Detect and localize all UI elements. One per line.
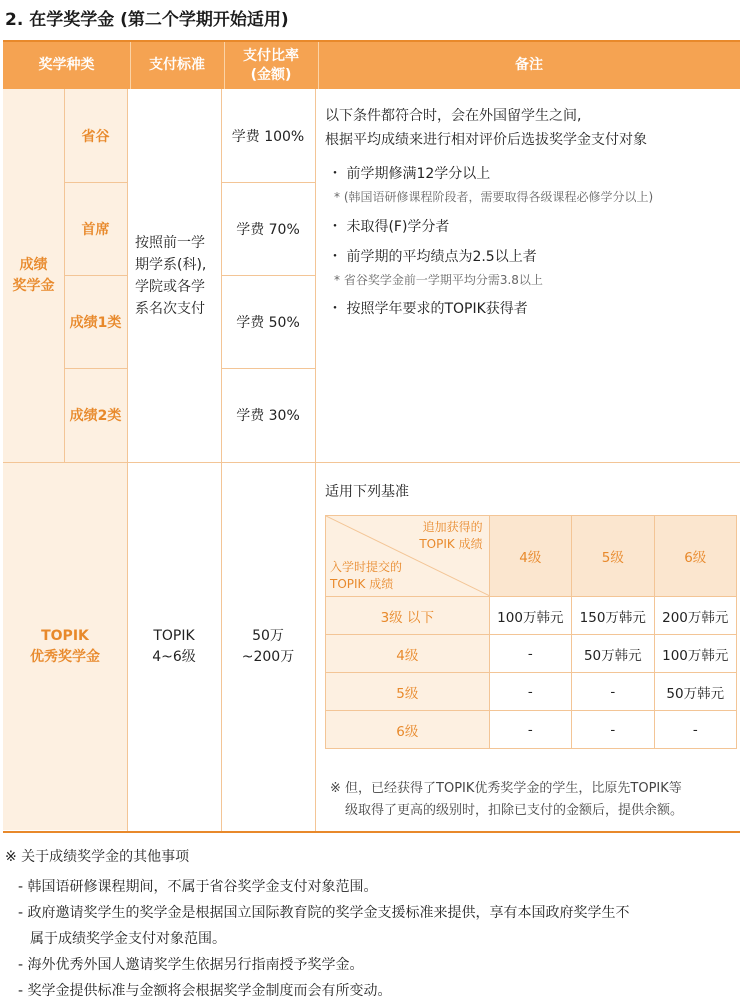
merit-remark-intro-line1: 以下条件都符合时，会在外国留学生之间, <box>325 108 582 124</box>
corner-top-line1: 追加获得的 <box>422 520 483 534</box>
table-bottom-border <box>3 831 740 833</box>
corner-bottom-line1: 入学时提交的 <box>330 560 403 574</box>
table-row <box>326 597 737 635</box>
list-item: 属于成绩奖学金支付对象范围。 <box>30 931 226 947</box>
table-cell: 100万韩元 <box>654 635 736 673</box>
merit-standard <box>135 232 220 320</box>
topik-category-line1: TOPIK <box>41 628 89 644</box>
list-item: - 韩国语研修课程期间，不属于省谷奖学金支付对象范围。 <box>18 879 378 895</box>
topik-award-table <box>325 515 737 749</box>
condition-topik: ・ 按照学年要求的TOPIK获得者 <box>328 301 528 317</box>
topik-standard <box>127 462 221 832</box>
divider <box>127 89 128 832</box>
header-payment-standard: 支付标准 <box>130 42 225 89</box>
topik-rate <box>221 462 315 832</box>
condition-gpa-note: * 省谷奖学金前一学期平均分需3.8以上 <box>334 273 543 287</box>
merit-standard-line: 期学系(科), <box>135 257 207 273</box>
topik-category <box>3 462 127 832</box>
subtype-merit-2: 成绩2类 <box>69 408 122 424</box>
divider <box>64 275 127 276</box>
subtype-top: 首席 <box>81 221 110 238</box>
rate-50: 学费 50% <box>236 314 300 331</box>
header-scholarship-type: 奖学种类 <box>3 42 131 89</box>
row-header: 6级 <box>326 711 490 749</box>
col-header-level6: 6级 <box>654 516 736 597</box>
divider <box>3 462 740 463</box>
table-cell: - <box>489 673 571 711</box>
topik-rate-line2: ~200万 <box>241 649 295 665</box>
other-notes-title: ※ 关于成绩奖学金的其他事项 <box>5 849 190 865</box>
list-item: - 政府邀请奖学生的奖学金是根据国立国际教育院的奖学金支援标准来提供，享有本国政府奖学生不 <box>18 905 630 921</box>
corner-top-label <box>419 519 482 553</box>
divider <box>221 182 315 183</box>
merit-remark-intro <box>325 104 737 152</box>
corner-top-line2: TOPIK 成绩 <box>419 537 483 551</box>
row-header: 3级 以下 <box>326 597 490 635</box>
merit-standard-line: 学院或各学 <box>135 279 205 295</box>
corner-bottom-label <box>330 559 402 593</box>
merit-category <box>3 89 64 462</box>
list-item: - 海外优秀外国人邀请奖学生依据另行指南授予奖学金。 <box>18 957 364 973</box>
topik-rate-line1: 50万 <box>252 628 284 644</box>
table-cell: 200万韩元 <box>654 597 736 635</box>
table-row <box>326 516 737 597</box>
rate-100: 学费 100% <box>231 128 305 145</box>
divider <box>64 182 127 183</box>
table-cell: - <box>489 711 571 749</box>
topik-standard-line2: 4~6级 <box>152 649 196 665</box>
table-cell: - <box>489 635 571 673</box>
topik-category-line2: 优秀奖学金 <box>30 649 100 665</box>
topik-remark-title: 适用下列基准 <box>325 484 409 500</box>
list-item: - 奖学金提供标准与金额将会根据奖学金制度而会有所变动。 <box>18 983 392 999</box>
condition-credits-note: * (韩国语研修课程阶段者，需要取得各级课程必修学分以上) <box>334 190 654 204</box>
header-remarks: 备注 <box>515 57 543 73</box>
table-cell: 50万韩元 <box>572 635 654 673</box>
col-header-level5: 5级 <box>572 516 654 597</box>
merit-category-line2: 奖学金 <box>12 277 55 294</box>
table-cell: - <box>572 673 654 711</box>
divider <box>315 89 316 832</box>
section-title: 2. 在学奖学金 (第二个学期开始适用) <box>5 10 289 30</box>
row-header: 5级 <box>326 673 490 711</box>
table-corner-cell <box>326 516 490 597</box>
divider <box>221 275 315 276</box>
merit-remark-intro-line2: 根据平均成绩来进行相对评价后选拔奖学金支付对象 <box>325 132 647 148</box>
table-row <box>326 635 737 673</box>
divider <box>221 89 222 832</box>
table-cell: 150万韩元 <box>572 597 654 635</box>
table-cell: - <box>572 711 654 749</box>
condition-gpa: ・ 前学期的平均绩点为2.5以上者 <box>328 249 537 265</box>
rate-30: 学费 30% <box>236 408 300 424</box>
table-row <box>326 673 737 711</box>
header-rate-line2: (金额) <box>250 66 292 83</box>
table-cell: - <box>654 711 736 749</box>
merit-standard-line: 系名次支付 <box>135 301 205 317</box>
table-cell: 50万韩元 <box>654 673 736 711</box>
subtype-merit-1: 成绩1类 <box>69 314 122 331</box>
row-header: 4级 <box>326 635 490 673</box>
rate-70: 学费 70% <box>236 221 300 238</box>
table-row <box>326 711 737 749</box>
header-rate-line1: 支付比率 <box>243 47 299 64</box>
topik-footnote-line2: 级取得了更高的级别时，扣除已支付的金额后，提供余额。 <box>345 803 684 818</box>
table-cell: 100万韩元 <box>489 597 571 635</box>
merit-standard-line: 按照前一学 <box>135 235 205 251</box>
merit-category-line1: 成绩 <box>19 256 48 273</box>
condition-no-f: ・ 未取得(F)学分者 <box>328 219 450 235</box>
table-header <box>3 40 740 89</box>
condition-credits: ・ 前学期修满12学分以上 <box>328 166 491 182</box>
header-payment-rate <box>224 42 319 89</box>
col-header-level4: 4级 <box>489 516 571 597</box>
subtype-seonggok: 省谷 <box>81 128 110 145</box>
topik-standard-line1: TOPIK <box>153 628 195 644</box>
topik-footnote-line1: ※ 但，已经获得了TOPIK优秀奖学金的学生，比原先TOPIK等 <box>330 781 682 796</box>
divider <box>64 368 127 369</box>
corner-bottom-line2: TOPIK 成绩 <box>330 577 394 591</box>
divider <box>221 368 315 369</box>
topik-footnote <box>330 778 735 822</box>
other-notes-list <box>18 874 738 1004</box>
